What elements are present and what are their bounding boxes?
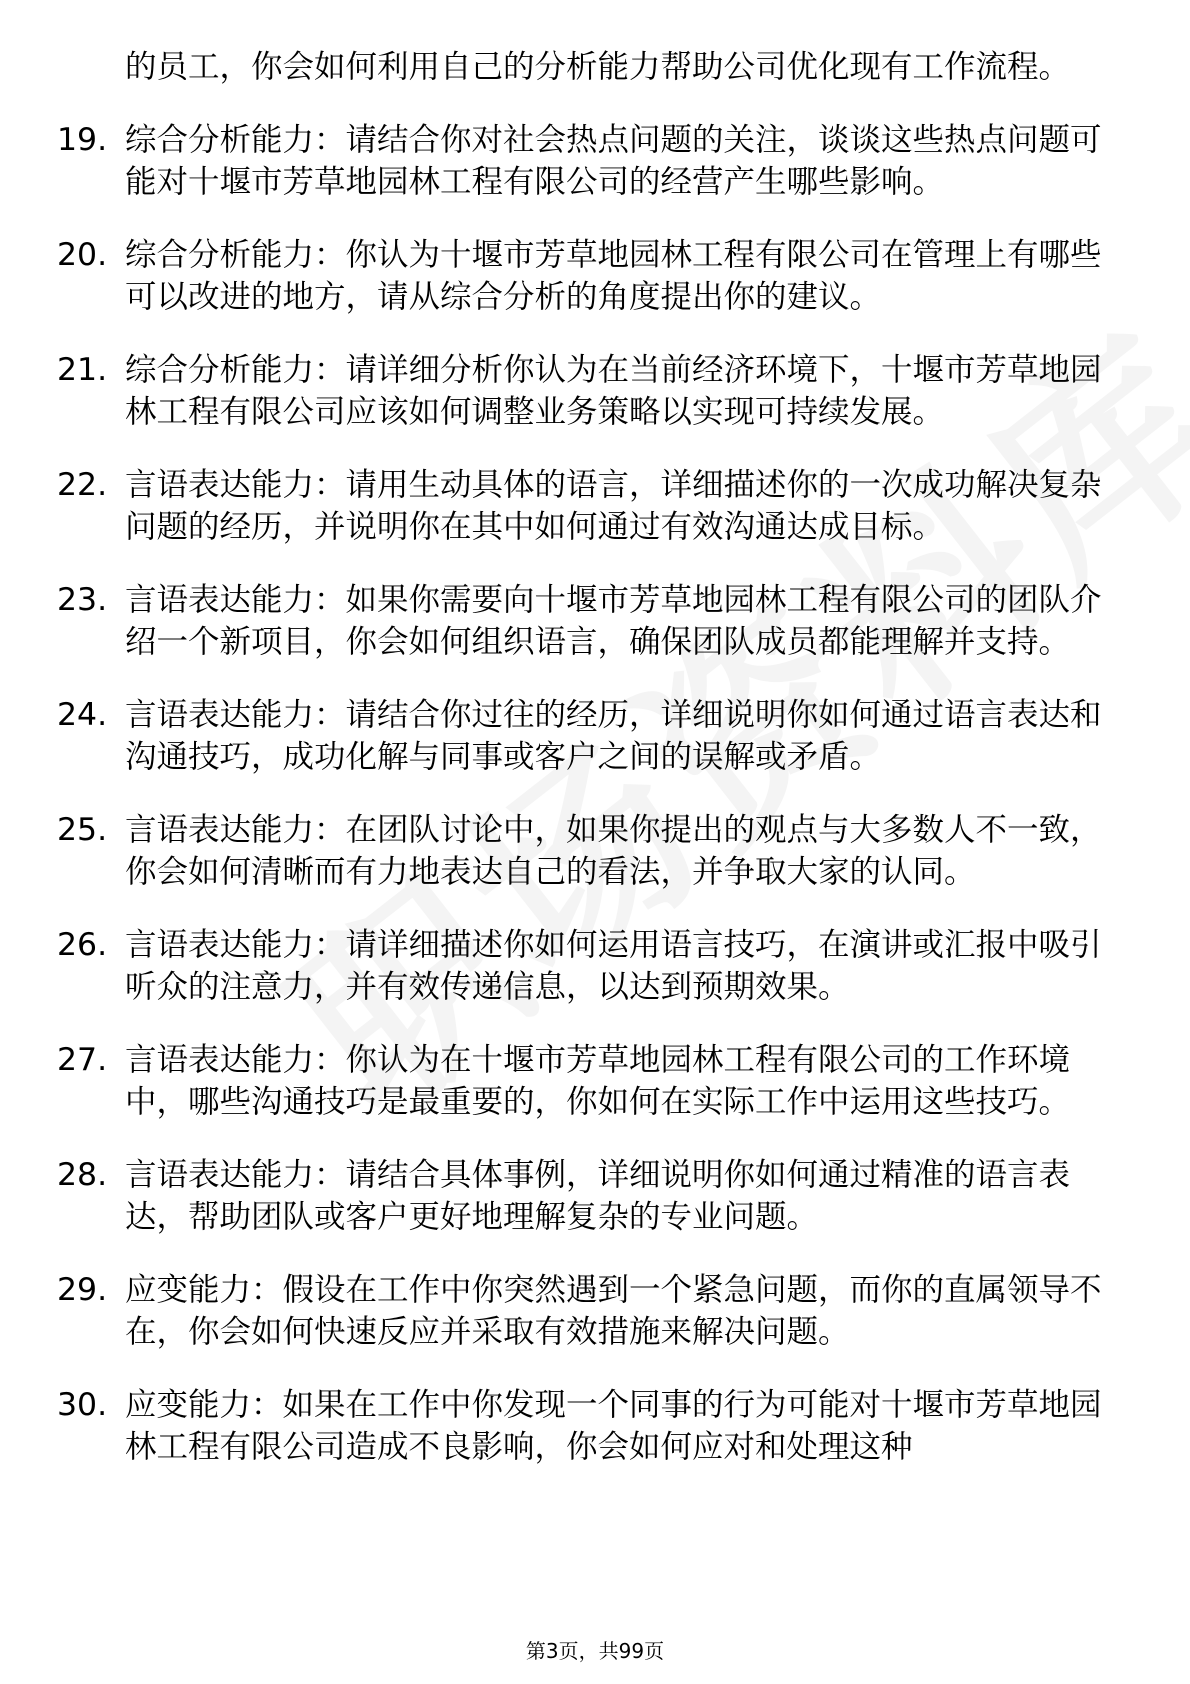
list-item (0, 46, 1190, 88)
list-item (0, 234, 1190, 318)
list-item (0, 1269, 1190, 1353)
item-number: 26. (57, 927, 108, 963)
list-item (0, 1039, 1190, 1123)
item-number: 27. (57, 1042, 108, 1078)
document-body (0, 46, 1190, 1499)
item-text: 言语表达能力：请详细描述你如何运用语言技巧，在演讲或汇报中吸引听众的注意力，并有效传递信息，以达到预期效果。 (125, 927, 1102, 1005)
list-item (0, 924, 1190, 1008)
item-number: 22. (57, 467, 108, 503)
list-item (0, 579, 1190, 663)
list-item (0, 1154, 1190, 1238)
item-text: 言语表达能力：请结合你过往的经历，详细说明你如何通过语言表达和沟通技巧，成功化解与同事或客户之间的误解或矛盾。 (125, 697, 1102, 775)
item-number: 30. (57, 1387, 108, 1423)
item-text: 言语表达能力：如果你需要向十堰市芳草地园林工程有限公司的团队介绍一个新项目，你会如何组织语言，确保团队成员都能理解并支持。 (125, 582, 1102, 660)
item-number: 29. (57, 1272, 108, 1308)
item-text: 综合分析能力：你认为十堰市芳草地园林工程有限公司在管理上有哪些可以改进的地方，请从综合分析的角度提出你的建议。 (125, 237, 1102, 315)
item-text: 综合分析能力：请详细分析你认为在当前经济环境下，十堰市芳草地园林工程有限公司应该如何调整业务策略以实现可持续发展。 (125, 352, 1102, 430)
list-item (0, 1384, 1190, 1468)
list-item (0, 119, 1190, 203)
item-number: 24. (57, 697, 108, 733)
item-number: 19. (57, 122, 108, 158)
item-text: 言语表达能力：请用生动具体的语言，详细描述你的一次成功解决复杂问题的经历，并说明你在其中如何通过有效沟通达成目标。 (125, 467, 1102, 545)
page-number: 第3页，共99页 (525, 1639, 665, 1663)
item-text: 综合分析能力：请结合你对社会热点问题的关注，谈谈这些热点问题可能对十堰市芳草地园林工程有限公司的经营产生哪些影响。 (125, 122, 1102, 200)
item-text: 的员工，你会如何利用自己的分析能力帮助公司优化现有工作流程。 (125, 49, 1071, 85)
item-text: 言语表达能力：请结合具体事例，详细说明你如何通过精准的语言表达，帮助团队或客户更好地理解复杂的专业问题。 (125, 1157, 1071, 1235)
item-number: 28. (57, 1157, 108, 1193)
item-text: 应变能力：如果在工作中你发现一个同事的行为可能对十堰市芳草地园林工程有限公司造成不良影响，你会如何应对和处理这种 (125, 1387, 1102, 1465)
item-text: 言语表达能力：你认为在十堰市芳草地园林工程有限公司的工作环境中，哪些沟通技巧是最重要的，你如何在实际工作中运用这些技巧。 (125, 1042, 1071, 1120)
list-item (0, 464, 1190, 548)
item-number: 20. (57, 237, 108, 273)
item-text: 应变能力：假设在工作中你突然遇到一个紧急问题，而你的直属领导不在，你会如何快速反应并采取有效措施来解决问题。 (125, 1272, 1102, 1350)
list-item (0, 349, 1190, 433)
item-number: 25. (57, 812, 108, 848)
item-number: 21. (57, 352, 108, 388)
list-item (0, 809, 1190, 893)
item-text: 言语表达能力：在团队讨论中，如果你提出的观点与大多数人不一致，你会如何清晰而有力地表达自己的看法，并争取大家的认同。 (125, 812, 1102, 890)
item-number: 23. (57, 582, 108, 618)
page-footer (0, 1639, 1190, 1663)
list-item (0, 694, 1190, 778)
